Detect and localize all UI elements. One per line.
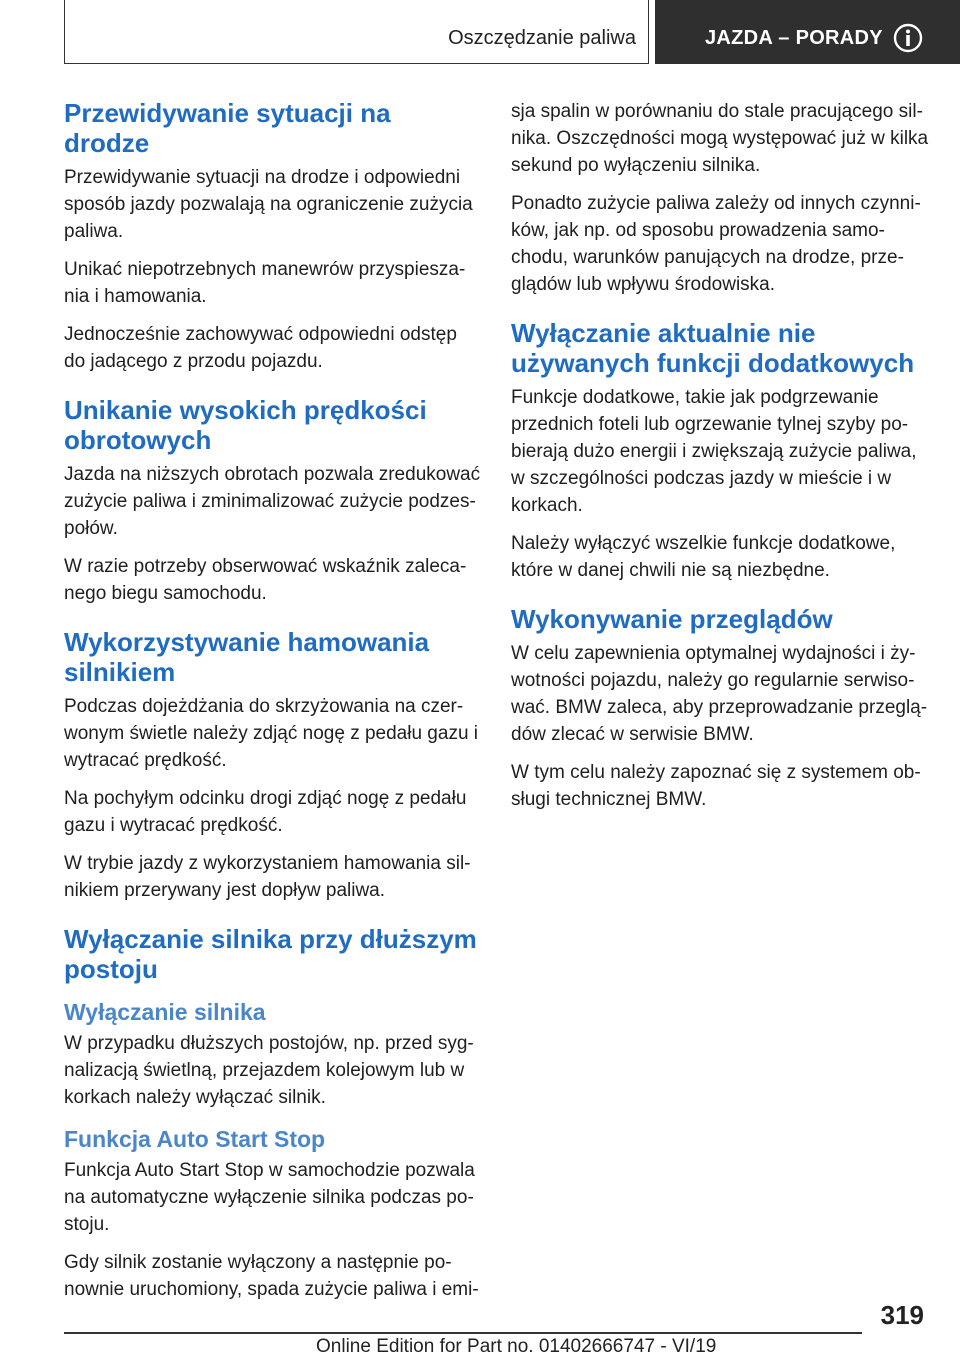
header-section-title: Oszczędzanie paliwa	[448, 27, 636, 49]
paragraph: W celu zapewnienia optymalnej wydajności i ży‐wotności pojazdu, należy go regularnie serwiso‐wać. BMW zaleca, aby przeprowadzanie przeglą‐dów zlecać w serwisie BMW.	[511, 643, 928, 745]
paragraph: W tym celu należy zapoznać się z systemem ob‐sługi technicznej BMW.	[511, 762, 921, 810]
info-icon	[893, 23, 923, 53]
subsection-heading-auto-start-stop: Funkcja Auto Start Stop	[64, 1126, 326, 1152]
paragraph: W przypadku dłuższych postojów, np. przed syg‐nalizacją świetlną, przejazdem kolejowym lub w korkach należy wyłączać silnik.	[64, 1033, 474, 1108]
section-heading-engine-off: Wyłączanie silnika przy dłuższym postoju	[64, 924, 477, 984]
paragraph: Należy wyłączyć wszelkie funkcje dodatkowe, które w danej chwili nie są niezbędne.	[511, 533, 896, 581]
paragraph: Podczas dojeżdżania do skrzyżowania na czer‐wonym świetle należy zdjąć nogę z pedału gazu i wytracać prędkość.	[64, 696, 479, 771]
footer-divider	[64, 1332, 862, 1334]
paragraph: Unikać niepotrzebnych manewrów przyspiesza‐nia i hamowania.	[64, 259, 466, 307]
paragraph: Gdy silnik zostanie wyłączony a następnie po‐nownie uruchomiony, spada zużycie paliwa i emi‐	[64, 1252, 479, 1300]
subsection-heading-engine-off: Wyłączanie silnika	[64, 999, 266, 1025]
header-section-box	[64, 0, 649, 64]
section-heading-extra-functions: Wyłączanie aktualnie nie używanych funkcji dodatkowych	[511, 318, 915, 378]
paragraph: W trybie jazdy z wykorzystaniem hamowania sil‐nikiem przerywany jest dopływ paliwa.	[64, 853, 471, 901]
paragraph: Jednocześnie zachowywać odpowiedni odstęp do jadącego z przodu pojazdu.	[64, 324, 457, 372]
paragraph: Jazda na niższych obrotach pozwala zredukować zużycie paliwa i zminimalizować zużycie podzes‐połów.	[64, 464, 481, 539]
paragraph: sja spalin w porównaniu do stale pracującego sil‐nika. Oszczędności mogą występować już w kilka sekund po wyłączeniu silnika.	[511, 101, 929, 176]
paragraph: Przewidywanie sytuacji na drodze i odpowiedni sposób jazdy pozwalają na ograniczenie zużycia paliwa.	[64, 167, 473, 242]
paragraph: W razie potrzeby obserwować wskaźnik zaleca‐nego biegu samochodu.	[64, 556, 467, 604]
section-heading-anticipation: Przewidywanie sytuacji na drodze	[64, 98, 391, 158]
section-heading-engine-braking: Wykorzystywanie hamowania silnikiem	[64, 627, 430, 687]
section-heading-rpm: Unikanie wysokich prędkości obrotowych	[64, 395, 427, 455]
paragraph: Na pochyłym odcinku drogi zdjąć nogę z pedału gazu i wytracać prędkość.	[64, 788, 467, 836]
right-column	[511, 98, 931, 824]
paragraph: Funkcje dodatkowe, takie jak podgrzewanie przednich foteli lub ogrzewanie tylnej szyby po‐bierają dużo energii i zwiększają zużycie paliwa, w szczególności podczas jazdy w mieście i w korkach.	[511, 387, 917, 516]
footer-edition: Online Edition for Part no. 01402666747 - VI/19	[316, 1336, 717, 1357]
left-column	[64, 98, 482, 1314]
paragraph: Ponadto zużycie paliwa zależy od innych czynni‐ków, jak np. od sposobu prowadzenia samo‐chodu, warunków panujących na drodze, prze‐glądów lub wpływu środowiska.	[511, 193, 921, 295]
page-number: 319	[880, 1300, 924, 1330]
header-chapter-title: JAZDA – PORADY	[705, 27, 883, 49]
header-chapter-box	[655, 0, 960, 64]
section-heading-service: Wykonywanie przeglądów	[511, 604, 833, 634]
paragraph: Funkcja Auto Start Stop w samochodzie pozwala na automatyczne wyłączenie silnika podczas po‐stoju.	[64, 1160, 475, 1235]
